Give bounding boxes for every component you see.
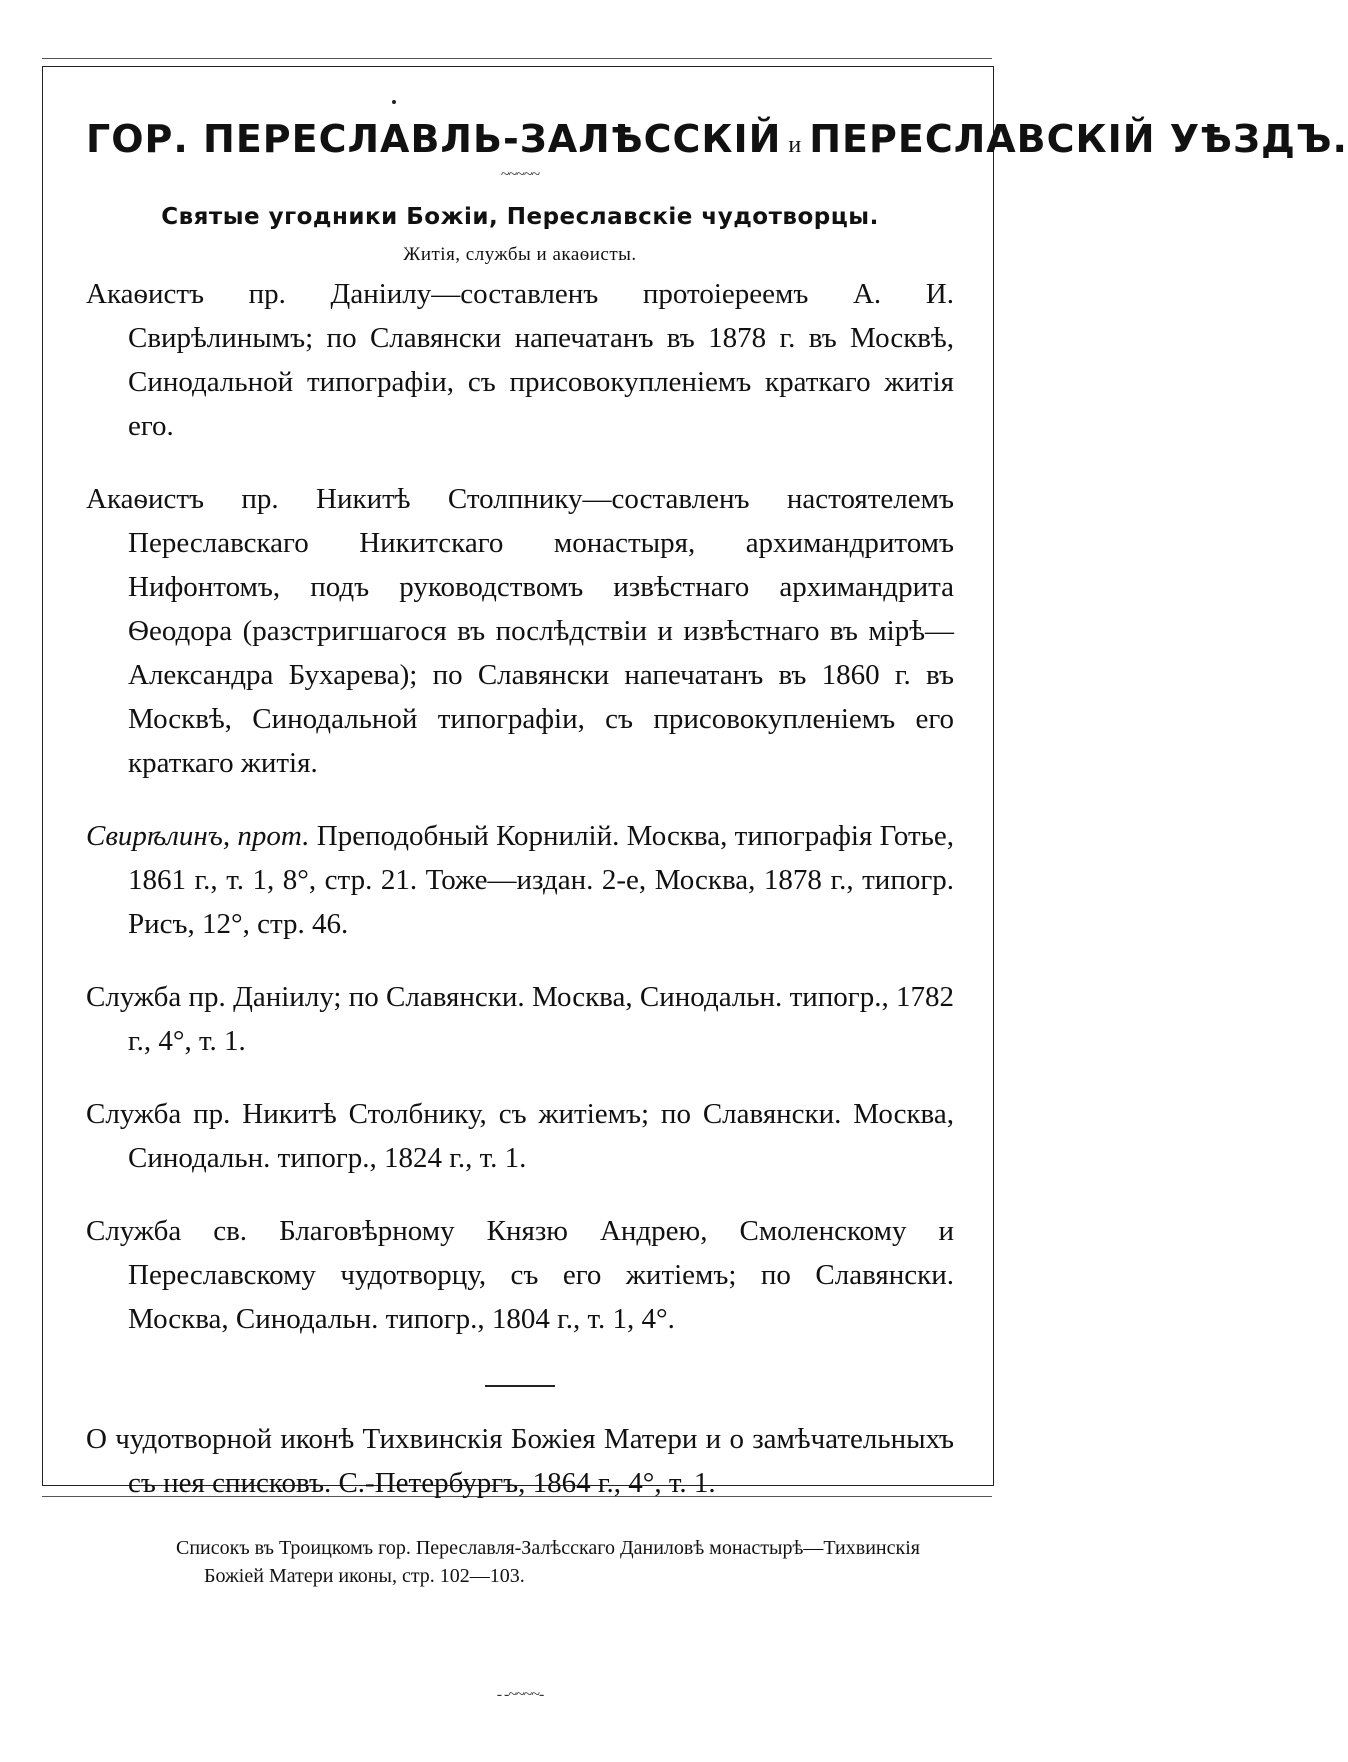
bibliography-entry: Акаѳистъ пр. Никитѣ Столпнику—составленъ настоятелемъ Переславскаго Никитскаго монастыря, архимандритомъ Нифонтомъ, подъ руководствомъ извѣстнаго архимандрита Ѳеодора (разстригшагося въ послѣдствіи и извѣстнаго въ мірѣ—Александра Бухарева); по Славянски напечатанъ въ 1860 г. въ Москвѣ, Синодальной типографіи, съ присовокупленіемъ его краткаго житія. (86, 482, 954, 779)
page-title (86, 117, 1348, 162)
bibliography-entry: Акаѳистъ пр. Даніилу—составленъ протоіереемъ А. И. Свирѣлинымъ; по Славянски напечатанъ въ 1878 г. въ Москвѣ, Синодальной типографіи, съ присовокупленіемъ краткаго житія его. (86, 277, 954, 442)
section-subheading: Житія, службы и акаѳисты. (403, 243, 637, 265)
icon-note: Списокъ въ Троицкомъ гор. Переславля-Залѣсскаго Даниловѣ монастырѣ—Тихвинскія Божіей Матери иконы, стр. 102—103. (176, 1536, 920, 1587)
entry-text: Преподобный Корнилій. Москва, типографія Готье, 1861 г., т. 1, 8°, стр. 21. Тоже—издан. 2-е, Москва, 1878 г., типогр. Рисъ, 12°, стр. 46. (128, 819, 954, 940)
ink-dot (392, 100, 396, 104)
title-part1: ГОР. ПЕРЕСЛАВЛЬ-ЗАЛѢССКІЙ (86, 117, 782, 161)
frame-top-rule (42, 58, 992, 59)
section-divider (485, 1385, 555, 1387)
title-conjunction: и (781, 132, 810, 158)
bibliography-entry (86, 814, 954, 946)
bibliography-entry: Служба св. Благовѣрному Князю Андрею, Смоленскому и Переславскому чудотворцу, съ его житіемъ; по Славянски. Москва, Синодальн. типогр., 1804 г., т. 1, 4°. (86, 1214, 954, 1335)
page-content (86, 117, 1348, 1704)
entry-author: Свирѣлинъ, прот. (86, 819, 310, 852)
end-ornament: - -~~~~- (496, 1685, 544, 1703)
bibliography-entry: Служба пр. Даніилу; по Славянски. Москва, Синодальн. типогр., 1782 г., 4°, т. 1. (86, 980, 954, 1057)
title-ornament: ~~~~~ (500, 165, 540, 183)
title-part2: ПЕРЕСЛАВСКІЙ УѢЗДЪ. (809, 117, 1348, 161)
section-heading: Святые угодники Божіи, Переславскіе чудотворцы. (161, 203, 879, 230)
icon-entry: О чудотворной иконѣ Тихвинскія Божіея Матери и о замѣчательныхъ съ нея списковъ. С.-Петербургъ, 1864 г., 4°, т. 1. (86, 1422, 954, 1499)
bibliography-entry: Служба пр. Никитѣ Столбнику, съ житіемъ; по Славянски. Москва, Синодальн. типогр., 1824 г., т. 1. (86, 1097, 954, 1174)
